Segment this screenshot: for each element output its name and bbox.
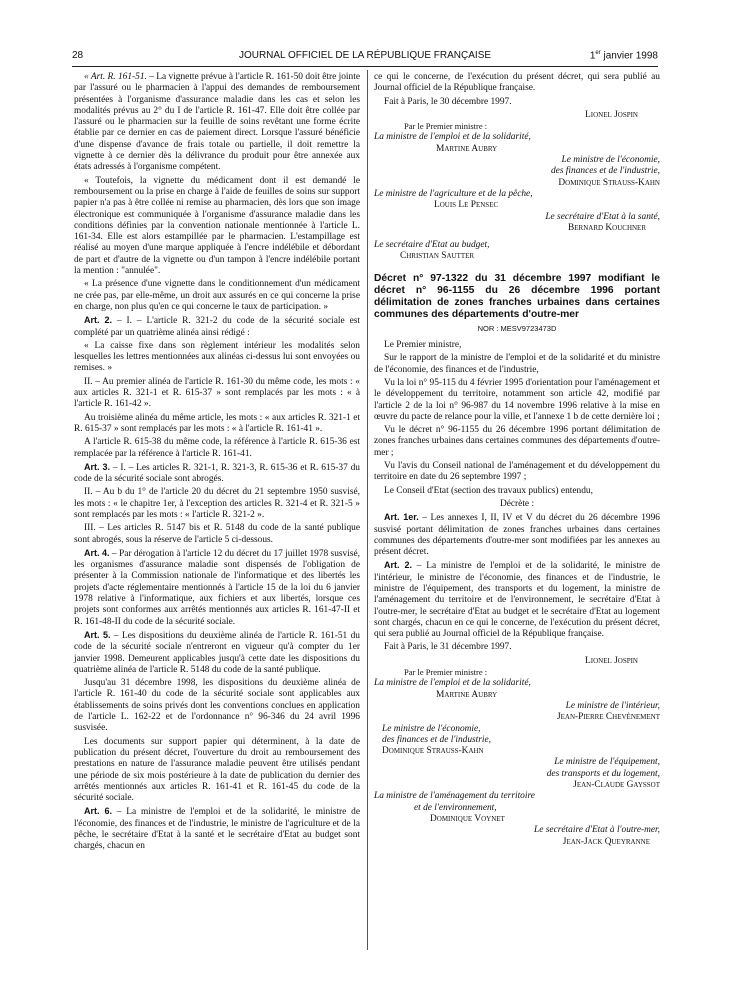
signatory-role: Le ministre de l'économie,	[561, 155, 660, 166]
article-3: Art. 3. – I. – Les articles R. 321-1, R. 321-3, R. 615-36 et R. 615-37 du code de la sécurité sociale sont abrogés.	[74, 461, 360, 485]
paragraph: III. – Les articles R. 5147 bis et R. 5148 du code de la santé publique sont abrogés, sous la réserve de l'article 5 ci-dessous.	[74, 523, 360, 545]
signatory-name: Martine Aubry	[436, 143, 498, 154]
signatory-role: La ministre de l'emploi et de la solidarité,	[374, 132, 531, 143]
signatory-name: Bernard Kouchner	[568, 222, 646, 233]
page-header	[72, 50, 658, 64]
signatory-name: Martine Aubry	[436, 689, 498, 700]
signature-caption: Par le Premier ministre :	[404, 667, 488, 678]
signatory-name: Dominique Strauss-Kahn	[558, 177, 660, 188]
signatory-name: Jean-Jack Queyranne	[562, 836, 650, 847]
article-2: Art. 2. – I. – L'article R. 321-2 du code de la sécurité sociale est complété par un quatrième alinéa ainsi rédigé :	[74, 315, 360, 338]
paragraph: Au troisième alinéa du même article, les mots : « aux articles R. 321-1 et R. 615-37 » sont remplacés par les mots : « à l'article R. 161-41 ».	[74, 412, 360, 434]
decrete-heading: Décrète :	[499, 498, 535, 509]
signatory-name: Dominique Strauss-Kahn	[382, 746, 484, 757]
signatory-name: Dominique Voynet	[430, 813, 505, 824]
signatory-name: Lionel Jospin	[585, 655, 638, 666]
signatory-role: Le ministre de l'intérieur,	[565, 700, 660, 711]
article-6: Art. 6. – La ministre de l'emploi et de la solidarité, le ministre de l'économie, des finances et de l'industrie, le ministre de l'agriculture et de la pêche, le secrétaire d'Etat à la santé et le secrétaire d'Etat au budget sont chargés, chacun en	[74, 806, 360, 852]
signatory-role: Le secrétaire d'Etat à l'outre-mer,	[534, 825, 660, 836]
decree-title: Décret n° 97-1322 du 31 décembre 1997 modifiant le décret n° 96-1155 du 26 décembre 1996 portant délimitation de zones franches urbaines dans certaines communes des départements d'outre-mer	[374, 272, 660, 320]
issue-date: 1er janvier 1998	[589, 50, 658, 62]
paragraph: Jusqu'au 31 décembre 1998, les dispositions du deuxième alinéa de l'article R. 161-40 du code de la sécurité sociale sont applicables aux établissements de soins privés dont les conventions conclues en application de l'article L. 162-22 et de l'ordonnance n° 96-346 du 24 avril 1996 susvisée.	[74, 678, 360, 734]
signatory-name: Christian Sautter	[400, 251, 475, 262]
signatory-name: Jean-Pierre Chevènement	[556, 712, 660, 723]
paragraph: A l'article R. 615-38 du même code, la référence à l'article R. 615-36 est remplacée par la référence à l'article R. 161-41.	[74, 437, 360, 459]
signatory-role: Le secrétaire d'Etat au budget,	[374, 240, 490, 251]
paragraph: Vu l'avis du Conseil national de l'aménagement et du développement du territoire en date du 26 septembre 1997 ;	[374, 461, 660, 483]
signatory-role: Le ministre de l'agriculture et de la pêche,	[374, 188, 533, 199]
decree-article-1: Art. 1er. – Les annexes I, II, IV et V du décret du 26 décembre 1996 susvisé portant délimitation de zones franches urbaines dans certaines communes des départements d'outre-mer sont modifiées par les annexes au présent décret.	[374, 512, 660, 558]
paragraph: « Toutefois, la vignette du médicament dont il est demandé le remboursement ou la prise en charge à l'aide de feuilles de soins sur support papier n'a pas à être collée ni remise au pharmacien, dès lors que son image électronique est communiquée à l'organisme d'assurance maladie dans les conditions définies par la convention nationale mentionnée à l'article L. 161-34. Elle est alors estampillée par le pharmacien. L'estampillage est réalisé au moyen d'une marque appliquée à l'encre indélébile et débordant de part et d'autre de la vignette ou d'un tampon à l'encre indélébile portant la mention : "annulée".	[74, 175, 360, 277]
paragraph: Le Premier ministre,	[384, 340, 462, 351]
article-5: Art. 5. – Les dispositions du deuxième alinéa de l'article R. 161-51 du code de la sécurité sociale n'entreront en vigueur qu'à compter du 1er janvier 1998. Demeurent applicables jusqu'à cette date les dispositions du quatrième alinéa de l'article R. 5148 du code de la santé publique.	[74, 629, 360, 675]
article-4: Art. 4. – Par dérogation à l'article 12 du décret du 17 juillet 1978 susvisé, les organismes d'assurance maladie sont dispensés de l'obligation de présenter à la Commission nationale de l'informatique et des libertés les projets d'acte réglementaire mentionnés à l'article 15 de la loi du 6 janvier 1978 relative à l'informatique, aux fichiers et aux libertés, lorsque ces projets sont conformes aux arrêtés mentionnés aux articles R. 161-47-II et R. 161-48-II du code de la sécurité sociale.	[74, 547, 360, 627]
header-rule	[72, 66, 658, 67]
signatory-role: La ministre de l'emploi et de la solidarité,	[374, 678, 531, 689]
decree-article-2: Art. 2. – La ministre de l'emploi et de la solidarité, le ministre de l'intérieur, le ministre de l'économie, des finances et de l'industrie, le ministre de l'équipement, des transports et du logement, la ministre de l'aménagement du territoire et de l'environnement, le secrétaire d'Etat à l'outre-mer, le secrétaire d'Etat au budget et le secrétaire d'Etat au logement sont chargés, chacun en ce qui le concerne, de l'exécution du présent décret, qui sera publié au Journal officiel de la République française.	[374, 560, 660, 640]
signature-place-date: Fait à Paris, le 31 décembre 1997.	[384, 642, 512, 653]
signatory-name: Lionel Jospin	[585, 109, 638, 120]
signature-place-date: Fait à Paris, le 30 décembre 1997.	[384, 96, 512, 107]
paragraph: II. – Au b du 1° de l'article 20 du décret du 21 septembre 1950 susvisé, les mots : « le chapitre 1er, à l'exception des articles R. 321-4 et R. 321-5 » sont remplacés par les mots : « l'article R. 321-2 ».	[74, 487, 360, 520]
signatory-name: Louis Le Pensec	[434, 200, 499, 211]
paragraph: « La caisse fixe dans son règlement intérieur les modalités selon lesquelles les lettres mentionnées aux alinéas ci-dessus lui sont envoyées ou remises. »	[74, 340, 360, 374]
column-separator	[367, 70, 368, 950]
paragraph: « Art. R. 161-51. – La vignette prévue à l'article R. 161-50 doit être jointe par l'assuré ou le pharmacien à l'appui des demandes de remboursement présentées à l'organisme d'assurance maladie dans les cas et selon les modalités prévus au 2° du I de l'article R. 161-47. Elle doit être collée par l'assuré ou le pharmacien sur la feuille de soins revêtant une forme écrite établie par ce dernier en cas de paiement direct. Lorsque l'assuré bénéficie d'une dispense d'avance de frais totale ou partielle, il doit remettre la vignette à ce dernier dès la délivrance du produit pour être annexée aux états adressés à l'organisme compétent.	[74, 72, 360, 173]
signatory-role: des finances et de l'industrie,	[550, 166, 660, 177]
paragraph: Sur le rapport de la ministre de l'emploi et de la solidarité et du ministre de l'économie, des finances et de l'industrie,	[374, 353, 660, 375]
paragraph: Les documents sur support papier qui déterminent, à la date de publication du présent décret, l'ouverture du droit au remboursement des prestations en nature de l'assurance maladie peuvent être utilisés pendant une période de six mois postérieure à la date de publication du dernier des arrêtés mentionnés aux articles R. 161-41 et R. 161-45 du code de la sécurité sociale.	[74, 736, 360, 804]
journal-title: JOURNAL OFFICIEL DE LA RÉPUBLIQUE FRANÇAISE	[238, 50, 492, 61]
signatory-role: Le ministre de l'économie,	[382, 723, 481, 734]
paragraph: Vu la loi n° 95-115 du 4 février 1995 d'orientation pour l'aménagement et le développement du territoire, notamment son article 42, modifié par l'article 2 de la loi n° 96-987 du 14 novembre 1996 relative à la mise en œuvre du pacte de relance pour la ville, et l'annexe 1 b de cette dernière loi ;	[374, 377, 660, 422]
page-number: 28	[72, 50, 84, 61]
paragraph: Vu le décret n° 96-1155 du 26 décembre 1996 portant délimitation de zones franches urbaines dans certaines communes des départements d'outre-mer ;	[374, 425, 660, 458]
signatory-role: des finances et de l'industrie,	[382, 734, 492, 745]
signature-caption: Par le Premier ministre :	[404, 121, 488, 132]
paragraph: II. – Au premier alinéa de l'article R. 161-30 du même code, les mots : « aux articles R. 321-1 et R. 615-37 » sont remplacés par les mots : « à l'article R. 161-42 ».	[74, 376, 360, 410]
left-column	[74, 72, 360, 855]
signatory-role: La ministre de l'aménagement du territoire	[374, 791, 535, 802]
right-column	[374, 72, 660, 848]
signatory-role: Le secrétaire d'Etat à la santé,	[545, 211, 660, 222]
paragraph: ce qui le concerne, de l'exécution du présent décret, qui sera publié au Journal officiel de la République française.	[374, 72, 660, 94]
signatory-name: Jean-Claude Gayssot	[573, 780, 660, 791]
signatory-role: et de l'environnement,	[414, 802, 497, 813]
signatory-role: des transports et du logement,	[546, 768, 660, 779]
paragraph: « La présence d'une vignette dans le conditionnement d'un médicament ne crée pas, par elle-même, un droit aux assurés en ce qui concerne la prise en charge, non plus qu'en ce qui concerne le taux de participation. »	[74, 279, 360, 312]
paragraph: Le Conseil d'Etat (section des travaux publics) entendu,	[384, 485, 593, 496]
signatory-role: Le ministre de l'équipement,	[554, 757, 660, 768]
nor-reference: NOR : MESV9723473D	[477, 323, 557, 333]
